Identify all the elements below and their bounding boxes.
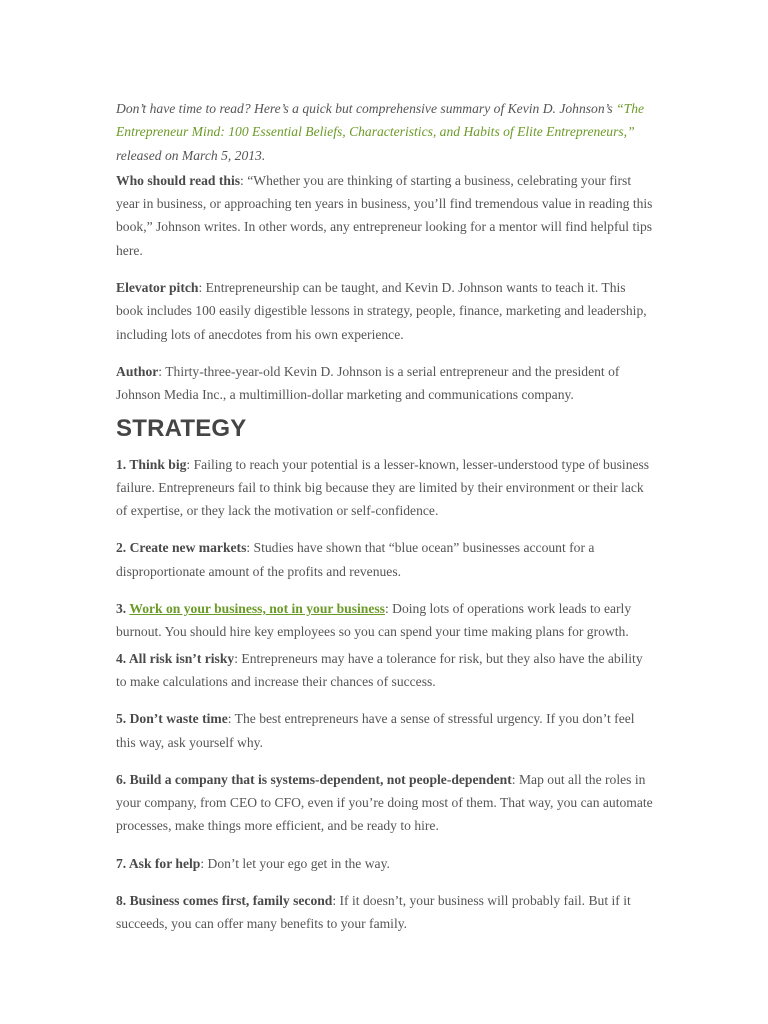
item-title: All risk isn’t risky [128,650,235,666]
article-body [116,97,656,950]
list-item [116,647,656,694]
list-item [116,852,656,875]
item-number: 8. [116,893,130,909]
item-title: Think big [129,456,187,472]
list-item [116,707,656,754]
book-title: “The Entrepreneur Mind: 100 Essential Beliefs, Characteristics, and Habits of Elite Entrepreneurs,” [116,101,645,140]
item-title: Ask for help [128,855,201,871]
work-on-business-link[interactable]: Work on your business, not in your business [129,601,385,617]
item-text: : Entrepreneurs may have a tolerance for risk, but they also have the ability to make calculations and increase their chances of success. [116,650,643,689]
item-number: 5. [116,711,130,727]
list-item [116,768,656,838]
item-title: Don’t waste time [129,711,228,727]
item-text: : Don’t let your ego get in the way. [200,855,390,871]
elevator-pitch-text: : Entrepreneurship can be taught, and Kevin D. Johnson wants to teach it. This book includes 100 easily digestible lessons in strategy, people, finance, marketing and leadership, including lots of anecdotes from his own experience. [116,280,647,342]
item-text: : If it doesn’t, your business will probably fail. But if it succeeds, you can offer many benefits to your family. [116,893,631,932]
list-item [116,597,656,644]
intro-paragraph [116,97,656,167]
item-text: : Map out all the roles in your company, from CEO to CFO, even if you’re doing most of them. That way, you can automate processes, make things more efficient, and be ready to hire. [116,771,653,834]
item-number: 3. [116,601,130,617]
item-number: 4. [116,650,129,666]
item-title: Business comes first, family second [129,893,333,909]
item-text: : The best entrepreneurs have a sense of stressful urgency. If you don’t feel this way, ask yourself why. [116,711,635,750]
author-label: Author [116,363,159,379]
intro-lead: Don’t have time to read? Here’s a quick but comprehensive summary of Kevin D. Johnson’s [116,101,617,116]
item-text: : Failing to reach your potential is a lesser-known, lesser-understood type of business failure. Entrepreneurs fail to think big because they are limited by their environment or their lack of expertise, or they lack the motivation or self-confidence. [116,456,650,519]
list-item [116,536,656,583]
release-date: released on March 5, 2013. [116,147,266,163]
item-title: Build a company that is systems-dependent, not people-dependent [129,771,512,787]
item-title: Create new markets [129,540,247,556]
item-number: 6. [116,771,130,787]
author-paragraph [116,360,656,407]
item-text: : Doing lots of operations work leads to early burnout. You should hire key employees so you can spend your time making plans for growth. [116,601,632,640]
item-number: 2. [116,540,130,556]
list-item [116,889,656,936]
list-item [116,453,656,523]
elevator-pitch-paragraph [116,276,656,346]
item-number: 7. [116,855,129,871]
who-should-read-paragraph [116,169,656,262]
item-number: 1. [116,456,130,472]
who-should-read-label: Who should read this [116,172,241,188]
author-text: : Thirty-three-year-old Kevin D. Johnson is a serial entrepreneur and the president of Johnson Media Inc., a multimillion-dollar marketing and communications company. [116,363,620,403]
who-should-read-text: : “Whether you are thinking of starting a business, celebrating your first year in business, or approaching ten years in business, you’ll find tremendous value in reading this book,” Johnson writes. In other words, any entrepreneur looking for a mentor will find helpful tips here. [116,172,653,258]
elevator-pitch-label: Elevator pitch [116,280,199,296]
section-heading-strategy: STRATEGY [116,414,247,442]
item-text: : Studies have shown that “blue ocean” businesses account for a disproportionate amount of the profits and revenues. [116,540,595,579]
